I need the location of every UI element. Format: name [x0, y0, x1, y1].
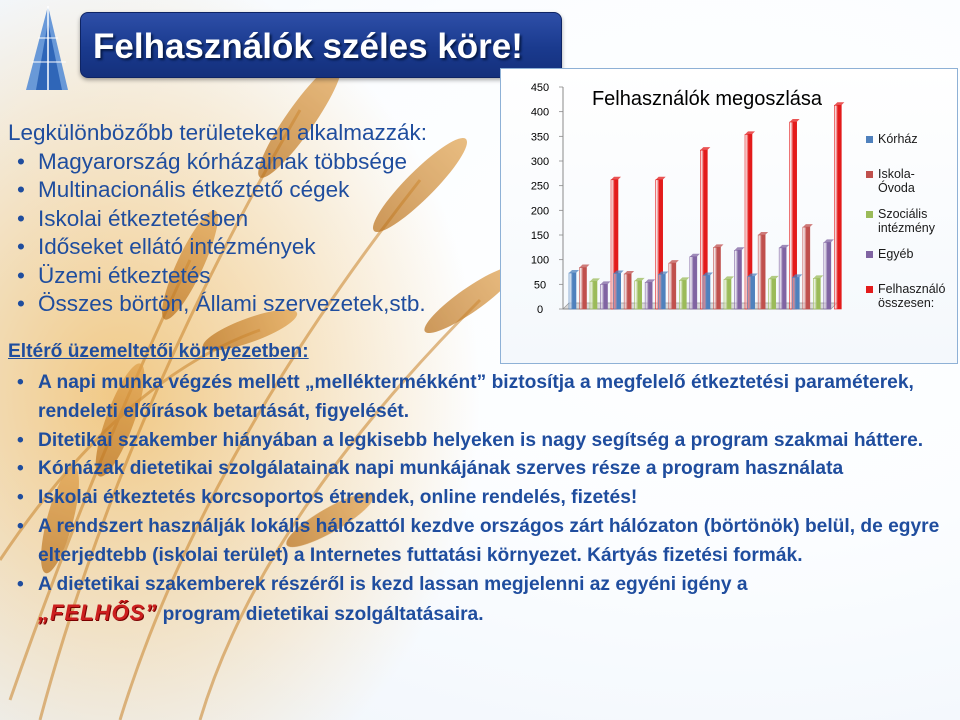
legend-swatch — [866, 251, 873, 258]
felhos-highlight: „FELHŐS” — [38, 600, 158, 626]
legend-swatch — [866, 136, 873, 143]
bar-szoci-lis-int-zm-ny-1 — [590, 281, 597, 309]
y-tick-label: 50 — [533, 279, 547, 292]
bar-top-face — [824, 239, 834, 242]
bar-top-face — [745, 131, 755, 134]
legend-swatch — [866, 171, 873, 178]
bar-felhaszn-l-sszesen--6 — [834, 105, 841, 309]
bar-szoci-lis-int-zm-ny-2 — [635, 281, 642, 309]
list-item: • Időseket ellátó intézmények — [17, 233, 426, 261]
list-item: • Ditetikai szakember hiányában a legkisebb helyeken is nagy segítség a program szakmai háttere. — [17, 427, 947, 456]
bar-top-face — [669, 260, 679, 263]
environment-list — [17, 369, 947, 630]
bar-top-face — [714, 244, 724, 247]
bar-iskola-voda-4 — [714, 247, 721, 309]
bar-top-face — [779, 245, 789, 248]
bar-k-rh-z-1 — [569, 273, 576, 309]
legend-label: Iskola- — [878, 167, 915, 181]
bar-iskola-voda-1 — [580, 268, 587, 309]
y-tick-label: 350 — [530, 131, 550, 144]
bar-egy-b-1 — [601, 284, 608, 309]
bar-top-face — [803, 224, 813, 227]
bar-top-face — [813, 275, 823, 278]
legend-swatch — [866, 211, 873, 218]
bar-k-rh-z-4 — [703, 275, 710, 309]
list-item: • A rendszert használják lokális hálózattól kezdve országos zárt hálózaton (börtönök) belül, de egyre elterjedtebb (iskolai terület) a Internetes futtatási környezet. Kártyás fizetési formák. — [17, 513, 947, 571]
list-item: • Üzemi étkeztetés — [17, 262, 426, 290]
bar-k-rh-z-2 — [614, 273, 621, 309]
bar-top-face — [769, 276, 779, 279]
bar-top-face — [569, 270, 579, 273]
legend-label: Szociális — [878, 207, 928, 221]
legend-label: Felhasználó — [878, 282, 946, 296]
bar-top-face — [724, 276, 734, 279]
bar-k-rh-z-3 — [658, 274, 665, 309]
company-logo — [18, 2, 76, 94]
chart-canvas — [501, 69, 959, 365]
bar-szoci-lis-int-zm-ny-4 — [724, 279, 731, 309]
list-item-text: program dietetikai szolgáltatásaira. — [162, 604, 484, 626]
y-tick-label: 100 — [530, 254, 550, 267]
bar-top-face — [611, 177, 621, 180]
legend-swatch — [866, 286, 873, 293]
user-areas-list — [17, 148, 426, 318]
list-item: • Magyarország kórházainak többsége — [17, 148, 426, 176]
users-distribution-chart — [500, 68, 958, 364]
bar-top-face — [690, 254, 700, 257]
y-tick-label: 300 — [530, 156, 550, 168]
bar-iskola-voda-5 — [758, 235, 765, 309]
list-item: • A napi munka végzés mellett „melléktermékként” biztosítja a megfelelő étkeztetési paraméterek, rendeleti előírások betartását, figyelését. — [17, 369, 947, 427]
section-heading: Eltérő üzemeltetői környezetben: — [8, 341, 309, 362]
bar-szoci-lis-int-zm-ny-6 — [813, 278, 820, 309]
bar-iskola-voda-3 — [669, 263, 676, 309]
list-item: • Kórházak dietetikai szolgálatainak napi munkájának szerves része a program használata — [17, 455, 947, 484]
list-item: • Iskolai étkeztetésben — [17, 205, 426, 233]
list-item: • Összes börtön, Állami szervezetek,stb. — [17, 290, 426, 318]
chart-title: Felhasználók megoszlása — [591, 88, 823, 110]
bar-iskola-voda-2 — [624, 274, 631, 309]
bar-top-face — [758, 232, 768, 235]
intro-heading: Legkülönbözőbb területeken alkalmazzák: — [8, 120, 428, 145]
y-tick-label: 400 — [530, 106, 550, 119]
bar-top-face — [834, 102, 844, 105]
bar-egy-b-6 — [824, 242, 831, 309]
y-tick-label: 150 — [530, 230, 550, 242]
bar-top-face — [601, 281, 611, 284]
legend-label: Egyéb — [878, 247, 914, 261]
legend-label: összesen: — [878, 296, 935, 310]
y-tick-label: 450 — [530, 82, 550, 94]
bar-top-face — [624, 271, 634, 274]
y-tick-label: 200 — [530, 205, 550, 218]
bar-szoci-lis-int-zm-ny-3 — [679, 280, 686, 309]
legend-label: Kórház — [878, 132, 918, 146]
bar-egy-b-2 — [645, 282, 652, 309]
list-item: • Multinacionális étkeztető cégek — [17, 176, 426, 204]
bar-top-face — [590, 278, 600, 281]
bar-egy-b-3 — [690, 257, 697, 309]
legend-label: Óvoda — [878, 181, 915, 195]
bar-top-face — [679, 277, 689, 280]
slide-title: Felhasználók széles köre! — [93, 27, 523, 66]
list-item-text: A dietetikai szakemberek részéről is kezd lassan megjelenni az egyéni igény a — [38, 573, 748, 595]
bar-top-face — [735, 247, 745, 250]
title-banner — [80, 12, 562, 78]
y-tick-label: 0 — [536, 304, 544, 316]
bar-szoci-lis-int-zm-ny-5 — [769, 279, 776, 309]
bar-egy-b-5 — [779, 248, 786, 309]
bar-top-face — [645, 279, 655, 282]
list-item: • Iskolai étkeztetés korcsoportos étrendek, online rendelés, fizetés! — [17, 484, 947, 513]
bar-top-face — [700, 147, 710, 150]
list-item — [17, 571, 947, 631]
y-tick-label: 250 — [530, 180, 550, 193]
bar-k-rh-z-6 — [792, 277, 799, 309]
bar-top-face — [580, 265, 590, 268]
legend-label: intézmény — [878, 221, 935, 235]
bar-iskola-voda-6 — [803, 227, 810, 309]
bar-k-rh-z-5 — [748, 276, 755, 309]
bar-top-face — [790, 119, 800, 122]
bar-top-face — [635, 278, 645, 281]
bar-egy-b-4 — [735, 250, 742, 309]
bar-top-face — [656, 177, 666, 180]
